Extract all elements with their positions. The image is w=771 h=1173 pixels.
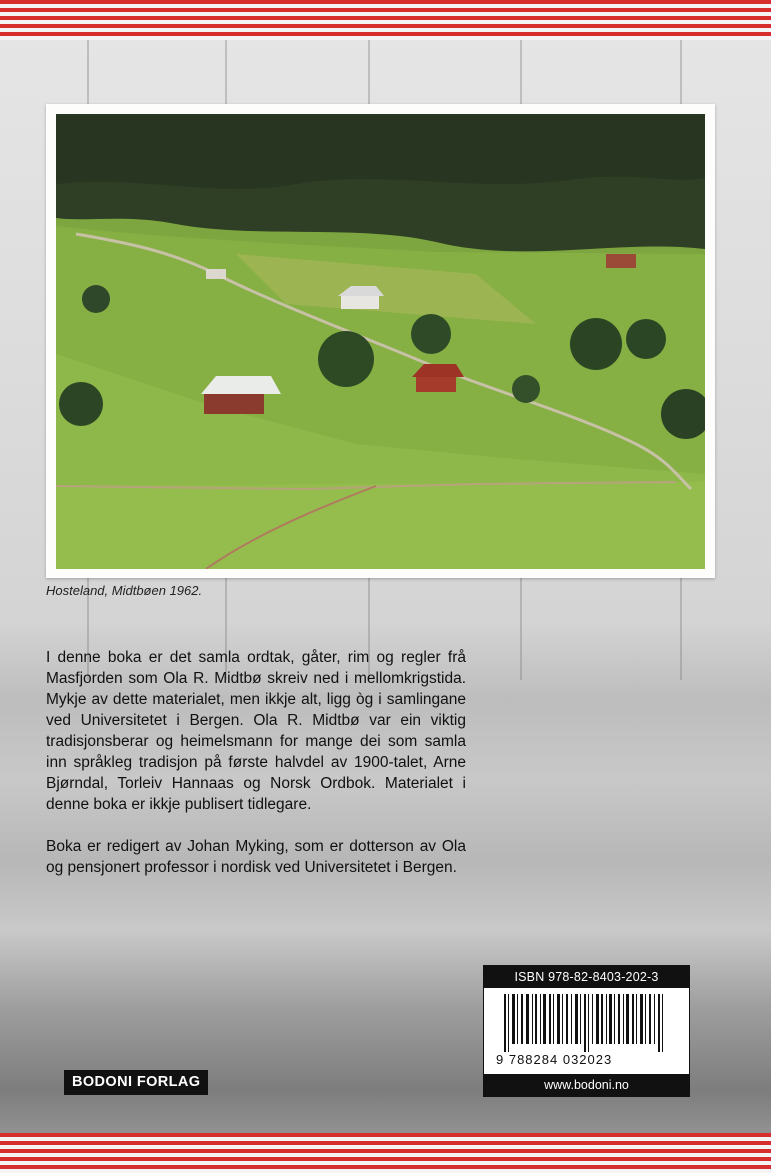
- barcode-icon: [502, 994, 672, 1052]
- blurb-paragraph: Boka er redigert av Johan Myking, som er dotterson av Ola og pensjonert professor i nordisk ved Universitetet i Bergen.: [46, 838, 466, 876]
- photo-caption: Hosteland, Midtbøen 1962.: [46, 583, 203, 598]
- barcode-digits: 9 788284 032023: [496, 1052, 613, 1067]
- website-label: www.bodoni.no: [484, 1074, 689, 1096]
- publisher-logo: BODONI FORLAG: [64, 1070, 208, 1095]
- landscape-photo: [56, 114, 705, 569]
- bottom-stripe-band: [0, 1133, 771, 1173]
- isbn-barcode-block: [483, 965, 690, 1097]
- photo-frame: [46, 104, 715, 578]
- blurb: [46, 647, 466, 899]
- blurb-paragraph: I denne boka er det samla ordtak, gåter, rim og regler frå Masfjorden som Ola R. Midtbø skreiv ned i mellomkrigstida. Mykje av dette materialet, men ikkje alt, ligg òg i samlingane ved Universitetet i Bergen. Ola R. Midtbø var ein viktig tradisjonsberar og heimelsmann for mange dei som samla inn språkleg tradisjon på første halvdel av 1900-talet, Arne Bjørndal, Torleiv Hannaas og Norsk Ordbok. Materialet i denne boka er ikkje publisert tidlegare.: [46, 649, 466, 813]
- isbn-label: ISBN 978-82-8403-202-3: [484, 966, 689, 988]
- top-stripe-band: [0, 0, 771, 40]
